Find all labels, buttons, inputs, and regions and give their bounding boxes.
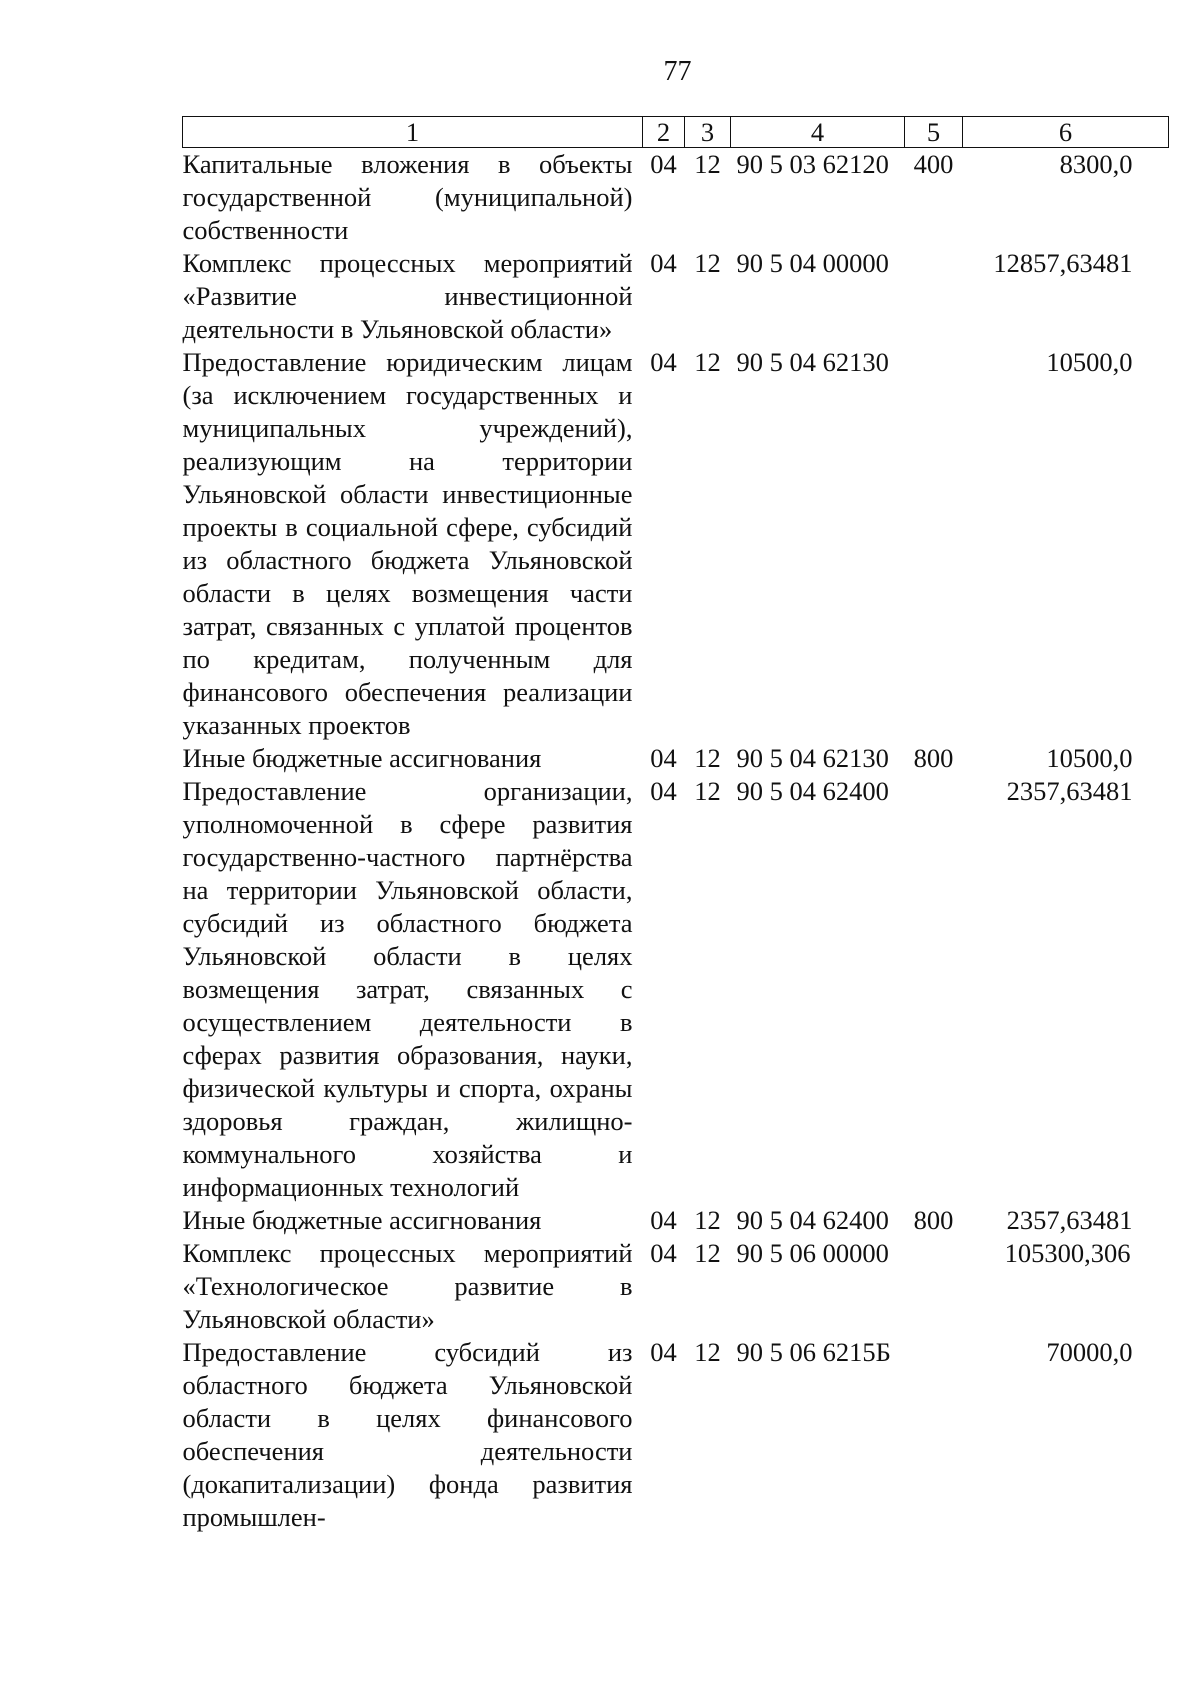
row-name: Комплекс процессных мероприятий «Технологическое развитие в Ульяновской области» bbox=[182, 1238, 633, 1334]
page-number: 77 bbox=[663, 56, 692, 87]
row-amount: 8300,0 bbox=[1059, 149, 1133, 179]
row-expense-type bbox=[905, 346, 963, 742]
header-col-4: 4 bbox=[731, 117, 905, 148]
row-subsection: 12 bbox=[694, 1238, 721, 1268]
table-row bbox=[183, 775, 1169, 1204]
row-section: 04 bbox=[650, 248, 677, 278]
row-amount: 10500,0 bbox=[1046, 743, 1133, 773]
row-section: 04 bbox=[650, 776, 677, 806]
row-amount: 105300,306 bbox=[1004, 1238, 1131, 1268]
row-section: 04 bbox=[650, 1337, 677, 1367]
table-row bbox=[183, 148, 1169, 248]
table-row bbox=[183, 1204, 1169, 1237]
row-name: Иные бюджетные ассигнования bbox=[182, 1205, 542, 1235]
row-subsection: 12 bbox=[694, 743, 721, 773]
row-expense-type bbox=[905, 247, 963, 346]
row-target-code: 90 5 04 62400 bbox=[736, 1205, 889, 1235]
row-amount: 70000,0 bbox=[1046, 1337, 1133, 1367]
row-target-code: 90 5 06 00000 bbox=[736, 1238, 889, 1268]
row-name: Иные бюджетные ассигнования bbox=[182, 743, 542, 773]
budget-table bbox=[182, 116, 1169, 1534]
table-row bbox=[183, 1336, 1169, 1534]
row-expense-type: 800 bbox=[913, 743, 954, 773]
row-target-code: 90 5 06 6215Б bbox=[736, 1337, 891, 1367]
row-amount: 12857,63481 bbox=[993, 248, 1133, 278]
row-expense-type: 800 bbox=[913, 1205, 954, 1235]
row-expense-type: 400 bbox=[913, 149, 954, 179]
row-section: 04 bbox=[650, 149, 677, 179]
table-row bbox=[183, 247, 1169, 346]
row-amount: 2357,63481 bbox=[1006, 776, 1133, 806]
row-expense-type bbox=[905, 1237, 963, 1336]
row-subsection: 12 bbox=[694, 149, 721, 179]
table-row bbox=[183, 742, 1169, 775]
table-row bbox=[183, 1237, 1169, 1336]
row-target-code: 90 5 04 62400 bbox=[736, 776, 889, 806]
row-subsection: 12 bbox=[694, 776, 721, 806]
row-subsection: 12 bbox=[694, 248, 721, 278]
row-target-code: 90 5 03 62120 bbox=[736, 149, 889, 179]
header-col-5: 5 bbox=[905, 117, 963, 148]
row-expense-type bbox=[905, 1336, 963, 1534]
row-amount: 2357,63481 bbox=[1006, 1205, 1133, 1235]
table-row bbox=[183, 346, 1169, 742]
row-amount: 10500,0 bbox=[1046, 347, 1133, 377]
row-name: Капитальные вложения в объекты государственной (муниципальной) собственности bbox=[182, 149, 633, 245]
row-subsection: 12 bbox=[694, 347, 721, 377]
row-expense-type bbox=[905, 775, 963, 1204]
row-section: 04 bbox=[650, 347, 677, 377]
row-name: Предоставление юридическим лицам (за исключением государственных и муниципальных учреждений), реализующим на территории Ульяновской области инвестиционные проекты в социальной сфере, субсидий из областного бюджета Ульяновской области в целях возмещения части затрат, связанных с уплатой процентов по кредитам, полученным для финансового обеспечения реализации указанных проектов bbox=[182, 347, 633, 740]
row-target-code: 90 5 04 62130 bbox=[736, 347, 889, 377]
header-col-3: 3 bbox=[685, 117, 731, 148]
row-target-code: 90 5 04 62130 bbox=[736, 743, 889, 773]
row-name: Предоставление организации, уполномоченной в сфере развития государственно-частного партнёрства на территории Ульяновской области, субсидий из областного бюджета Ульяновской области в целях возмещения затрат, связанных с осуществлением деятельности в сферах развития образования, науки, физической культуры и спорта, охраны здоровья граждан, жилищно-коммунального хозяйства и информационных технологий bbox=[182, 776, 633, 1202]
row-subsection: 12 bbox=[694, 1205, 721, 1235]
row-section: 04 bbox=[650, 1238, 677, 1268]
header-col-2: 2 bbox=[643, 117, 685, 148]
row-section: 04 bbox=[650, 1205, 677, 1235]
row-name: Предоставление субсидий из областного бюджета Ульяновской области в целях финансового обеспечения деятельности (докапитализации) фонда развития промышлен- bbox=[182, 1337, 633, 1532]
row-subsection: 12 bbox=[694, 1337, 721, 1367]
header-col-6: 6 bbox=[963, 117, 1169, 148]
header-row bbox=[183, 117, 1169, 148]
header-col-1: 1 bbox=[183, 117, 643, 148]
row-target-code: 90 5 04 00000 bbox=[736, 248, 889, 278]
row-name: Комплекс процессных мероприятий «Развитие инвестиционной деятельности в Ульяновской области» bbox=[182, 248, 633, 344]
row-section: 04 bbox=[650, 743, 677, 773]
